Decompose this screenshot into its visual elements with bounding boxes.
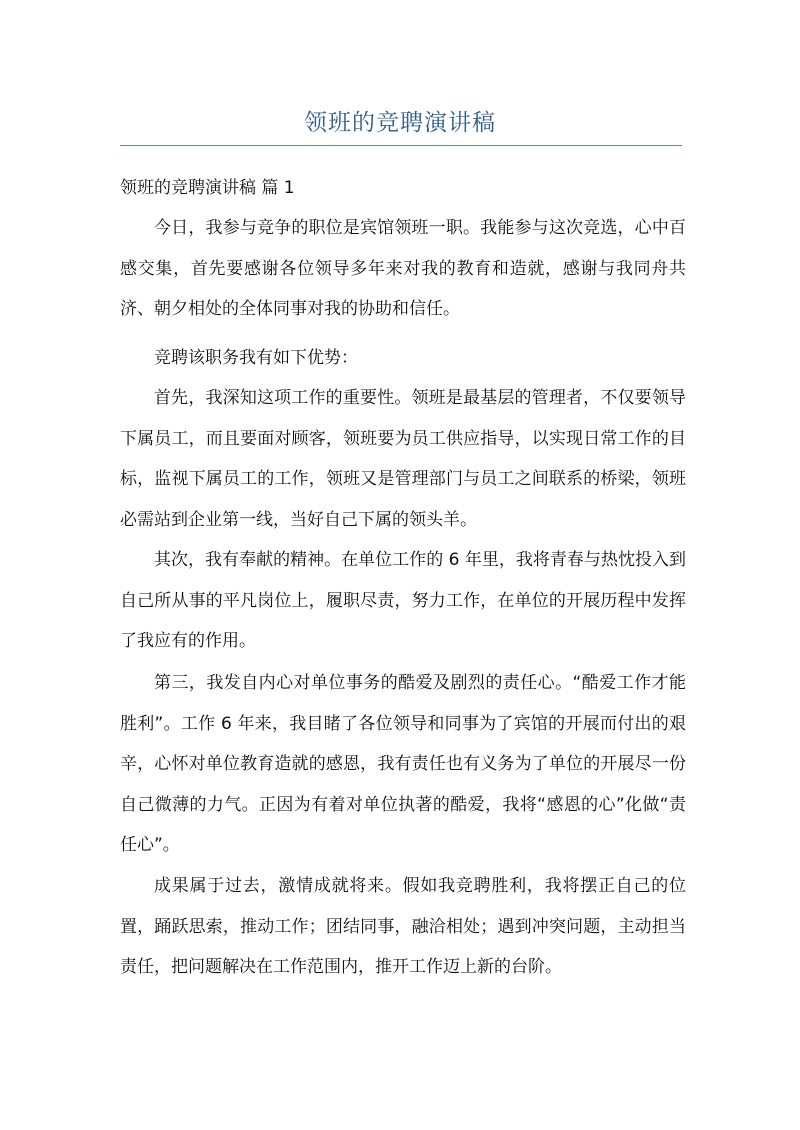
paragraph-closing: 成果属于过去，激情成就将来。假如我竞聘胜利，我将摆正自己的位置，踊跃思索，推动工作；团结同事，融洽相处；遇到冲突问题，主动担当责任，把问题解决在工作范围内，推开工作迈上新的台阶。 — [120, 876, 686, 977]
paragraph-intro: 今日，我参与竞争的职位是宾馆领班一职。我能参与这次竞选，心中百感交集，首先要感谢各位领导多年来对我的教育和造就，感谢与我同舟共济、朝夕相处的全体同事对我的协助和信任。 — [120, 218, 686, 319]
document-title: 领班的竞聘演讲稿 — [304, 110, 496, 136]
paragraph-second-advantage: 其次，我有奉献的精神。在单位工作的 6 年里，我将青春与热忱投入到自己所从事的平凡岗位上，履职尽责，努力工作，在单位的开展历程中发挥了我应有的作用。 — [120, 550, 686, 651]
paragraph-advantages-lead: 竞聘该职务我有如下优势： — [154, 348, 358, 368]
title-divider — [120, 145, 682, 146]
section-heading: 领班的竞聘演讲稿 篇 1 — [120, 178, 295, 198]
paragraph-first-advantage: 首先，我深知这项工作的重要性。领班是最基层的管理者，不仅要领导下属员工，而且要面对顾客，领班要为员工供应指导，以实现日常工作的目标，监视下属员工的工作，领班又是管理部门与员工之间联系的桥梁，领班必需站到企业第一线，当好自己下属的领头羊。 — [120, 388, 686, 530]
paragraph-third-advantage: 第三，我发自内心对单位事务的酷爱及剧烈的责任心。“酷爱工作才能胜利”。工作 6 年来，我目睹了各位领导和同事为了宾馆的开展而付出的艰辛，心怀对单位教育造就的感恩，我有责任也有义务为了单位的开展尽一份自己微薄的力气。正因为有着对单位执著的酷爱，我将“感恩的心”化做“责任心”。 — [120, 673, 686, 855]
